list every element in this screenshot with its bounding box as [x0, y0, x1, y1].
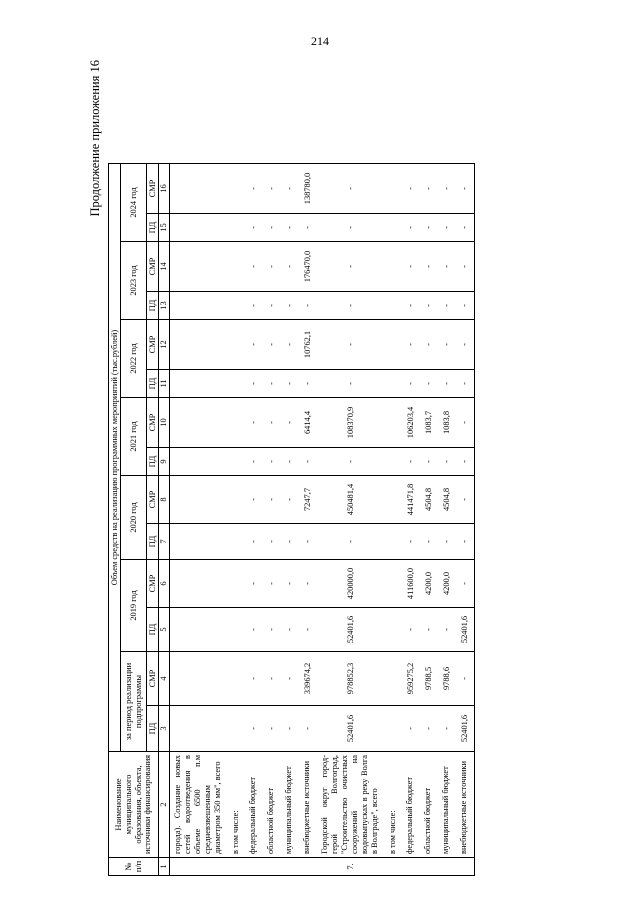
value-cell: - — [245, 608, 263, 652]
value-cell: - — [317, 164, 384, 214]
value-cell: - — [402, 706, 420, 752]
value-cell: - — [438, 524, 456, 560]
row-number — [281, 858, 299, 876]
value-cell: - — [263, 242, 281, 292]
value-cell: - — [438, 320, 456, 370]
header-smr: СМР — [147, 320, 159, 370]
value-cell: 450481,4 — [317, 476, 384, 524]
header-year-2023: 2023 год — [121, 242, 147, 320]
column-number: 16 — [159, 164, 170, 214]
value-cell — [228, 214, 246, 242]
value-cell: - — [420, 214, 438, 242]
value-cell: - — [245, 476, 263, 524]
value-cell — [170, 608, 228, 652]
value-cell — [385, 476, 403, 524]
value-cell: - — [245, 448, 263, 476]
value-cell: - — [299, 608, 317, 652]
value-cell: - — [456, 242, 474, 292]
row-name: внебюджетные источники — [456, 752, 474, 858]
continuation-caption: Продолжение приложения 16 — [88, 60, 102, 217]
value-cell: - — [402, 608, 420, 652]
value-cell: 10762,1 — [299, 320, 317, 370]
row-number — [402, 858, 420, 876]
value-cell: 411600,0 — [402, 560, 420, 608]
column-number: 8 — [159, 476, 170, 524]
value-cell: - — [281, 242, 299, 292]
value-cell — [385, 242, 403, 292]
table-row — [281, 164, 299, 876]
value-cell — [385, 652, 403, 706]
value-cell: - — [420, 608, 438, 652]
value-cell — [228, 608, 246, 652]
header-name: Наименование муниципального образования, объекта, источники финансирования — [109, 752, 159, 858]
value-cell — [385, 370, 403, 398]
header-pd: ПД — [147, 292, 159, 320]
header-total: Объем средств на реализацию программных мероприятий (тыс.рублей) — [109, 164, 121, 752]
value-cell — [228, 706, 246, 752]
header-smr: СМР — [147, 164, 159, 214]
table-row — [317, 164, 384, 876]
value-cell: - — [263, 292, 281, 320]
value-cell: - — [456, 292, 474, 320]
column-number: 14 — [159, 242, 170, 292]
header-pd: ПД — [147, 706, 159, 752]
value-cell: - — [263, 476, 281, 524]
value-cell — [228, 476, 246, 524]
column-number: 4 — [159, 652, 170, 706]
value-cell: - — [281, 448, 299, 476]
value-cell: - — [420, 448, 438, 476]
header-year-2022: 2022 год — [121, 320, 147, 398]
value-cell: - — [245, 398, 263, 448]
value-cell: - — [438, 214, 456, 242]
value-cell — [228, 560, 246, 608]
value-cell: - — [438, 608, 456, 652]
value-cell: - — [299, 560, 317, 608]
page-number: 214 — [311, 34, 329, 48]
value-cell: 52401,6 — [456, 608, 474, 652]
value-cell: 959275,2 — [402, 652, 420, 706]
table-row — [385, 164, 403, 876]
row-name: областной бюджет — [420, 752, 438, 858]
value-cell: - — [245, 320, 263, 370]
row-name: областной бюджет — [263, 752, 281, 858]
value-cell: - — [456, 370, 474, 398]
value-cell: - — [317, 292, 384, 320]
value-cell — [385, 560, 403, 608]
value-cell: - — [299, 706, 317, 752]
header-year-2020: 2020 год — [121, 476, 147, 560]
value-cell: - — [402, 370, 420, 398]
row-number — [228, 858, 246, 876]
value-cell: - — [281, 370, 299, 398]
value-cell: - — [438, 164, 456, 214]
value-cell — [170, 476, 228, 524]
value-cell — [228, 320, 246, 370]
value-cell — [170, 320, 228, 370]
value-cell: - — [456, 652, 474, 706]
value-cell: - — [420, 370, 438, 398]
header-pd: ПД — [147, 608, 159, 652]
column-number: 3 — [159, 706, 170, 752]
value-cell: 52401,6 — [456, 706, 474, 752]
column-number: 5 — [159, 608, 170, 652]
value-cell: - — [263, 706, 281, 752]
value-cell: 4200,0 — [420, 560, 438, 608]
row-number — [245, 858, 263, 876]
value-cell: - — [456, 398, 474, 448]
value-cell: - — [263, 320, 281, 370]
value-cell: 1083,8 — [438, 398, 456, 448]
row-name: города). Создание новых сетей водоотведения в объеме 6500 п.м средневзвешенным диаметром 350 мм", всего — [170, 752, 228, 858]
value-cell: - — [317, 448, 384, 476]
value-cell: - — [263, 370, 281, 398]
header-year-2024: 2024 год — [121, 164, 147, 242]
value-cell: - — [438, 448, 456, 476]
value-cell: - — [281, 292, 299, 320]
column-number: 1 — [159, 858, 170, 876]
value-cell — [170, 652, 228, 706]
value-cell — [385, 706, 403, 752]
value-cell: - — [402, 242, 420, 292]
value-cell: - — [299, 448, 317, 476]
value-cell: - — [456, 214, 474, 242]
value-cell: - — [245, 706, 263, 752]
value-cell: - — [456, 164, 474, 214]
value-cell — [170, 370, 228, 398]
value-cell: - — [420, 706, 438, 752]
column-number: 10 — [159, 398, 170, 448]
value-cell — [385, 608, 403, 652]
header-year-2021: 2021 год — [121, 398, 147, 476]
row-number — [299, 858, 317, 876]
row-name: федеральный бюджет — [245, 752, 263, 858]
value-cell: - — [299, 524, 317, 560]
value-cell: - — [281, 214, 299, 242]
value-cell: - — [456, 448, 474, 476]
value-cell — [170, 242, 228, 292]
value-cell: - — [438, 242, 456, 292]
value-cell: 441471,8 — [402, 476, 420, 524]
value-cell — [228, 448, 246, 476]
value-cell — [385, 292, 403, 320]
value-cell: - — [456, 476, 474, 524]
value-cell: - — [245, 164, 263, 214]
header-pd: ПД — [147, 524, 159, 560]
column-number: 12 — [159, 320, 170, 370]
value-cell: 7247,7 — [299, 476, 317, 524]
value-cell: - — [402, 214, 420, 242]
header-pd: ПД — [147, 214, 159, 242]
value-cell: - — [420, 292, 438, 320]
value-cell: 978852,3 — [317, 652, 384, 706]
column-number: 13 — [159, 292, 170, 320]
value-cell: - — [263, 652, 281, 706]
value-cell: - — [317, 214, 384, 242]
value-cell: - — [456, 524, 474, 560]
value-cell: - — [263, 398, 281, 448]
value-cell — [170, 560, 228, 608]
table-row — [402, 164, 420, 876]
value-cell: - — [281, 652, 299, 706]
row-name: федеральный бюджет — [402, 752, 420, 858]
value-cell: 1083,7 — [420, 398, 438, 448]
row-name: Городской округ город-герой Волгоград, "Строительство очистных сооружений на водовыпусках в реку Волга в Волграде", всего — [317, 752, 384, 858]
value-cell: - — [420, 320, 438, 370]
value-cell: 108370,9 — [317, 398, 384, 448]
value-cell — [170, 706, 228, 752]
table-row — [420, 164, 438, 876]
value-cell — [170, 524, 228, 560]
row-number — [420, 858, 438, 876]
table-row — [228, 164, 246, 876]
value-cell: - — [317, 524, 384, 560]
value-cell: - — [263, 560, 281, 608]
value-cell: - — [245, 242, 263, 292]
header-smr: СМР — [147, 242, 159, 292]
value-cell — [170, 292, 228, 320]
value-cell: - — [317, 242, 384, 292]
column-number: 9 — [159, 448, 170, 476]
value-cell: - — [402, 448, 420, 476]
value-cell: 6414,4 — [299, 398, 317, 448]
value-cell: - — [438, 370, 456, 398]
value-cell: - — [245, 370, 263, 398]
table-row — [170, 164, 228, 876]
value-cell: - — [245, 214, 263, 242]
column-number: 6 — [159, 560, 170, 608]
value-cell: - — [245, 524, 263, 560]
value-cell: - — [420, 164, 438, 214]
value-cell: 4504,8 — [420, 476, 438, 524]
value-cell: 106203,4 — [402, 398, 420, 448]
value-cell: - — [263, 608, 281, 652]
budget-table — [108, 163, 475, 876]
header-smr: СМР — [147, 476, 159, 524]
row-number — [170, 858, 228, 876]
value-cell — [228, 652, 246, 706]
value-cell: 4504,8 — [438, 476, 456, 524]
column-number: 15 — [159, 214, 170, 242]
row-number — [263, 858, 281, 876]
value-cell — [170, 214, 228, 242]
value-cell: - — [263, 164, 281, 214]
value-cell: - — [263, 524, 281, 560]
value-cell: - — [281, 706, 299, 752]
header-num: № п/п — [109, 858, 159, 876]
value-cell: - — [263, 214, 281, 242]
value-cell — [228, 370, 246, 398]
header-smr: СМР — [147, 398, 159, 448]
value-cell: 4200,0 — [438, 560, 456, 608]
value-cell: 420000,0 — [317, 560, 384, 608]
value-cell: 176470,0 — [299, 242, 317, 292]
row-name: внебюджетные источники — [299, 752, 317, 858]
row-number — [456, 858, 474, 876]
value-cell: 138780,0 — [299, 164, 317, 214]
value-cell — [385, 320, 403, 370]
value-cell: 9788,5 — [420, 652, 438, 706]
value-cell: - — [263, 448, 281, 476]
value-cell: - — [438, 706, 456, 752]
table-row — [263, 164, 281, 876]
row-number — [438, 858, 456, 876]
value-cell: - — [281, 320, 299, 370]
value-cell — [170, 164, 228, 214]
value-cell: 52401,6 — [317, 706, 384, 752]
value-cell: - — [281, 560, 299, 608]
header-smr: СМР — [147, 560, 159, 608]
value-cell: 9788,6 — [438, 652, 456, 706]
row-name: в том числе: — [385, 752, 403, 858]
column-number: 2 — [159, 752, 170, 858]
value-cell — [170, 398, 228, 448]
value-cell: - — [245, 652, 263, 706]
value-cell: - — [281, 524, 299, 560]
row-number — [385, 858, 403, 876]
value-cell — [385, 448, 403, 476]
value-cell — [228, 164, 246, 214]
value-cell: - — [402, 292, 420, 320]
value-cell: - — [299, 292, 317, 320]
value-cell: - — [402, 164, 420, 214]
row-name: в том числе: — [228, 752, 246, 858]
column-number: 11 — [159, 370, 170, 398]
value-cell — [385, 214, 403, 242]
value-cell: - — [402, 320, 420, 370]
value-cell — [170, 448, 228, 476]
value-cell — [228, 242, 246, 292]
value-cell: - — [299, 370, 317, 398]
value-cell: 339674,2 — [299, 652, 317, 706]
row-number: 7. — [317, 858, 384, 876]
table-row — [456, 164, 474, 876]
value-cell: - — [281, 476, 299, 524]
row-name: муниципальный бюджет — [281, 752, 299, 858]
header-pd: ПД — [147, 448, 159, 476]
value-cell: - — [245, 560, 263, 608]
header-period: за период реализации подпрограммы — [121, 652, 147, 752]
value-cell: - — [299, 214, 317, 242]
value-cell: - — [420, 524, 438, 560]
value-cell: - — [402, 524, 420, 560]
column-number: 7 — [159, 524, 170, 560]
table-row — [438, 164, 456, 876]
value-cell: - — [456, 560, 474, 608]
value-cell: - — [438, 292, 456, 320]
value-cell: - — [456, 320, 474, 370]
header-year-2019: 2019 год — [121, 560, 147, 652]
value-cell: - — [245, 292, 263, 320]
value-cell: - — [317, 370, 384, 398]
rotated-page-content — [88, 60, 588, 876]
value-cell: - — [281, 164, 299, 214]
table-row — [299, 164, 317, 876]
value-cell — [385, 524, 403, 560]
value-cell — [228, 398, 246, 448]
value-cell — [228, 524, 246, 560]
value-cell: 52401,6 — [317, 608, 384, 652]
table-row — [245, 164, 263, 876]
value-cell — [385, 164, 403, 214]
value-cell: - — [420, 242, 438, 292]
value-cell — [228, 292, 246, 320]
value-cell: - — [281, 398, 299, 448]
value-cell: - — [281, 608, 299, 652]
header-pd: ПД — [147, 370, 159, 398]
header-smr: СМР — [147, 652, 159, 706]
value-cell: - — [317, 320, 384, 370]
row-name: муниципальный бюджет — [438, 752, 456, 858]
value-cell — [385, 398, 403, 448]
